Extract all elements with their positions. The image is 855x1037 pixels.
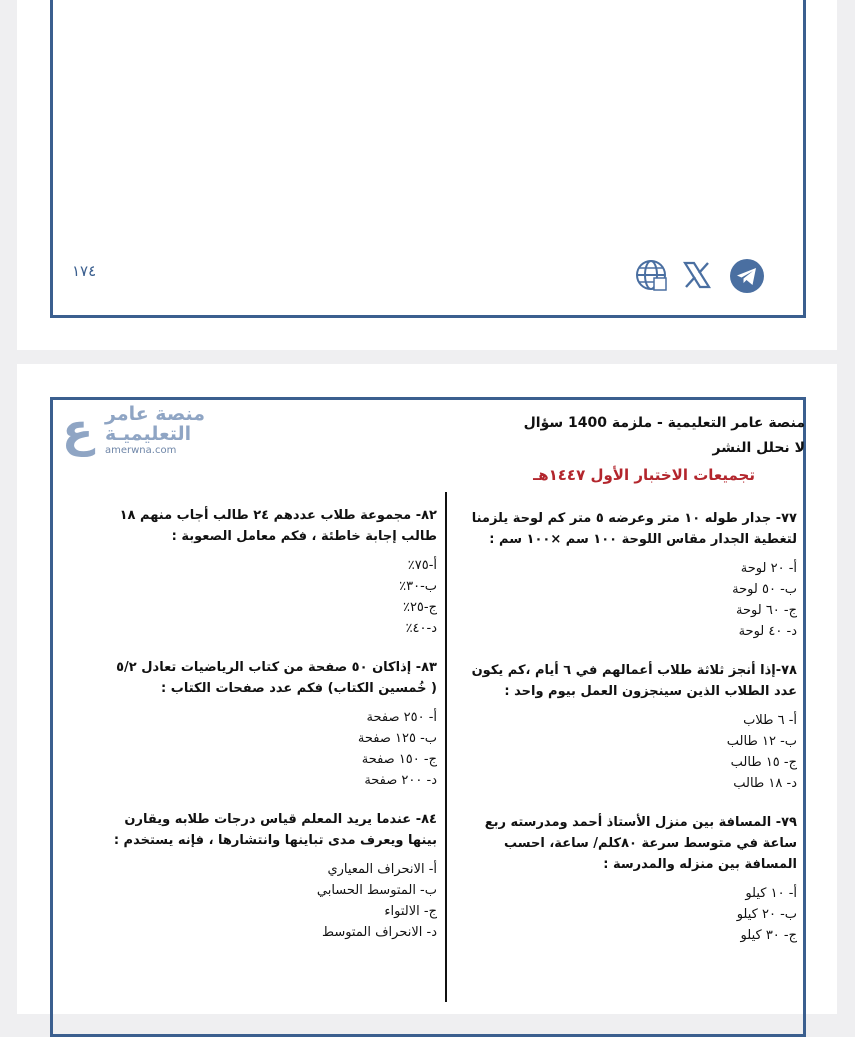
option: أ- ٦ طلاب bbox=[743, 713, 797, 728]
option: د- ٢٠٠ صفحة bbox=[364, 773, 437, 788]
right-column bbox=[467, 508, 797, 964]
question-text: ٧٨-إذا أنجز ثلاثة طلاب أعمالهم في ٦ أيام ،كم يكون عدد الطلاب الذين سينجزون العمل بيوم واحد : bbox=[471, 663, 797, 699]
x-logo-icon[interactable] bbox=[682, 260, 712, 290]
option: ب- ١٢٥ صفحة bbox=[357, 731, 437, 746]
option: ب-٣٠٪ bbox=[399, 579, 437, 594]
option: ج- ١٥٠ صفحة bbox=[361, 752, 437, 767]
column-divider bbox=[445, 492, 447, 1002]
logo-url: amerwna.com bbox=[105, 445, 177, 456]
question-text: ٨٢- مجموعة طلاب عددهم ٢٤ طالب أجاب منهم ١٨ طالب إجابة خاطئة ، فكم معامل الصعوبة : bbox=[119, 508, 437, 544]
question-text: ٨٣- إذاكان ٥٠ صفحة من كتاب الرياضيات تعادل ٥/٢ ( خُمسين الكتاب) فكم عدد صفحات الكتاب : bbox=[116, 660, 437, 696]
question-text: ٨٤- عندما يريد المعلم قياس درجات طلابه ويقارن بينها ويعرف مدى تباينها وانتشارها ، فإنه يستخدم : bbox=[113, 812, 437, 848]
option: أ- ٢٠ لوحة bbox=[740, 561, 797, 576]
question-79 bbox=[467, 812, 797, 946]
option: د- ١٨ طالب bbox=[733, 776, 797, 791]
option: ب- ٥٠ لوحة bbox=[732, 582, 797, 597]
section-title: تجميعات الاختبار الأول ١٤٤٧هـ bbox=[533, 466, 755, 484]
options-list bbox=[107, 859, 437, 943]
options-list bbox=[107, 707, 437, 791]
option: ج- ٣٠ كيلو bbox=[740, 928, 797, 943]
header-notice: لا نحلل النشر bbox=[712, 440, 805, 456]
option: د-٤٠٪ bbox=[405, 621, 437, 636]
option: ج- الالتواء bbox=[384, 904, 437, 919]
question-78 bbox=[467, 660, 797, 794]
globe-icon[interactable] bbox=[634, 258, 668, 292]
social-links bbox=[632, 258, 767, 298]
option: أ- ١٠ كيلو bbox=[745, 886, 797, 901]
options-list bbox=[467, 883, 797, 946]
option: ج- ١٥ طالب bbox=[730, 755, 797, 770]
logo-line-2: التعليميـة bbox=[105, 423, 192, 445]
options-list bbox=[467, 710, 797, 794]
question-text: ٧٩- المسافة بين منزل الأستاذ أحمد ومدرسته ربع ساعة في متوسط سرعة ٨٠كلم/ ساعة، احسب المسافة بين منزله والمدرسة : bbox=[484, 815, 797, 872]
question-83 bbox=[107, 657, 437, 791]
options-list bbox=[467, 558, 797, 642]
telegram-icon[interactable] bbox=[729, 258, 765, 294]
question-84 bbox=[107, 809, 437, 943]
option: أ- الانحراف المعياري bbox=[327, 862, 437, 877]
question-82 bbox=[107, 505, 437, 639]
option: ب- ١٢ طالب bbox=[726, 734, 797, 749]
header-title: منصة عامر التعليمية - ملزمة 1400 سؤال bbox=[523, 415, 805, 431]
option: د- الانحراف المتوسط bbox=[321, 925, 437, 940]
options-list bbox=[107, 555, 437, 639]
page-sheet-1 bbox=[17, 0, 837, 350]
question-text: ٧٧- جدار طوله ١٠ متر وعرضه ٥ متر كم لوحة يلزمنا لتغطية الجدار مقاس اللوحة ١٠٠ سم ×١٠٠ سم : bbox=[471, 511, 797, 547]
platform-logo bbox=[60, 403, 205, 463]
option: ب- ٢٠ كيلو bbox=[736, 907, 797, 922]
question-77 bbox=[467, 508, 797, 642]
option: أ-٧٥٪ bbox=[407, 558, 437, 573]
option: أ- ٢٥٠ صفحة bbox=[366, 710, 437, 725]
option: ج-٢٥٪ bbox=[402, 600, 437, 615]
option: ب- المتوسط الحسابي bbox=[316, 883, 437, 898]
left-column bbox=[107, 505, 437, 961]
option: ج- ٦٠ لوحة bbox=[735, 603, 797, 618]
logo-line-1: منصة عامر bbox=[105, 403, 206, 425]
option: د- ٤٠ لوحة bbox=[738, 624, 797, 639]
logo-mark: ع bbox=[62, 403, 94, 457]
page-number: ١٧٤ bbox=[72, 262, 97, 280]
